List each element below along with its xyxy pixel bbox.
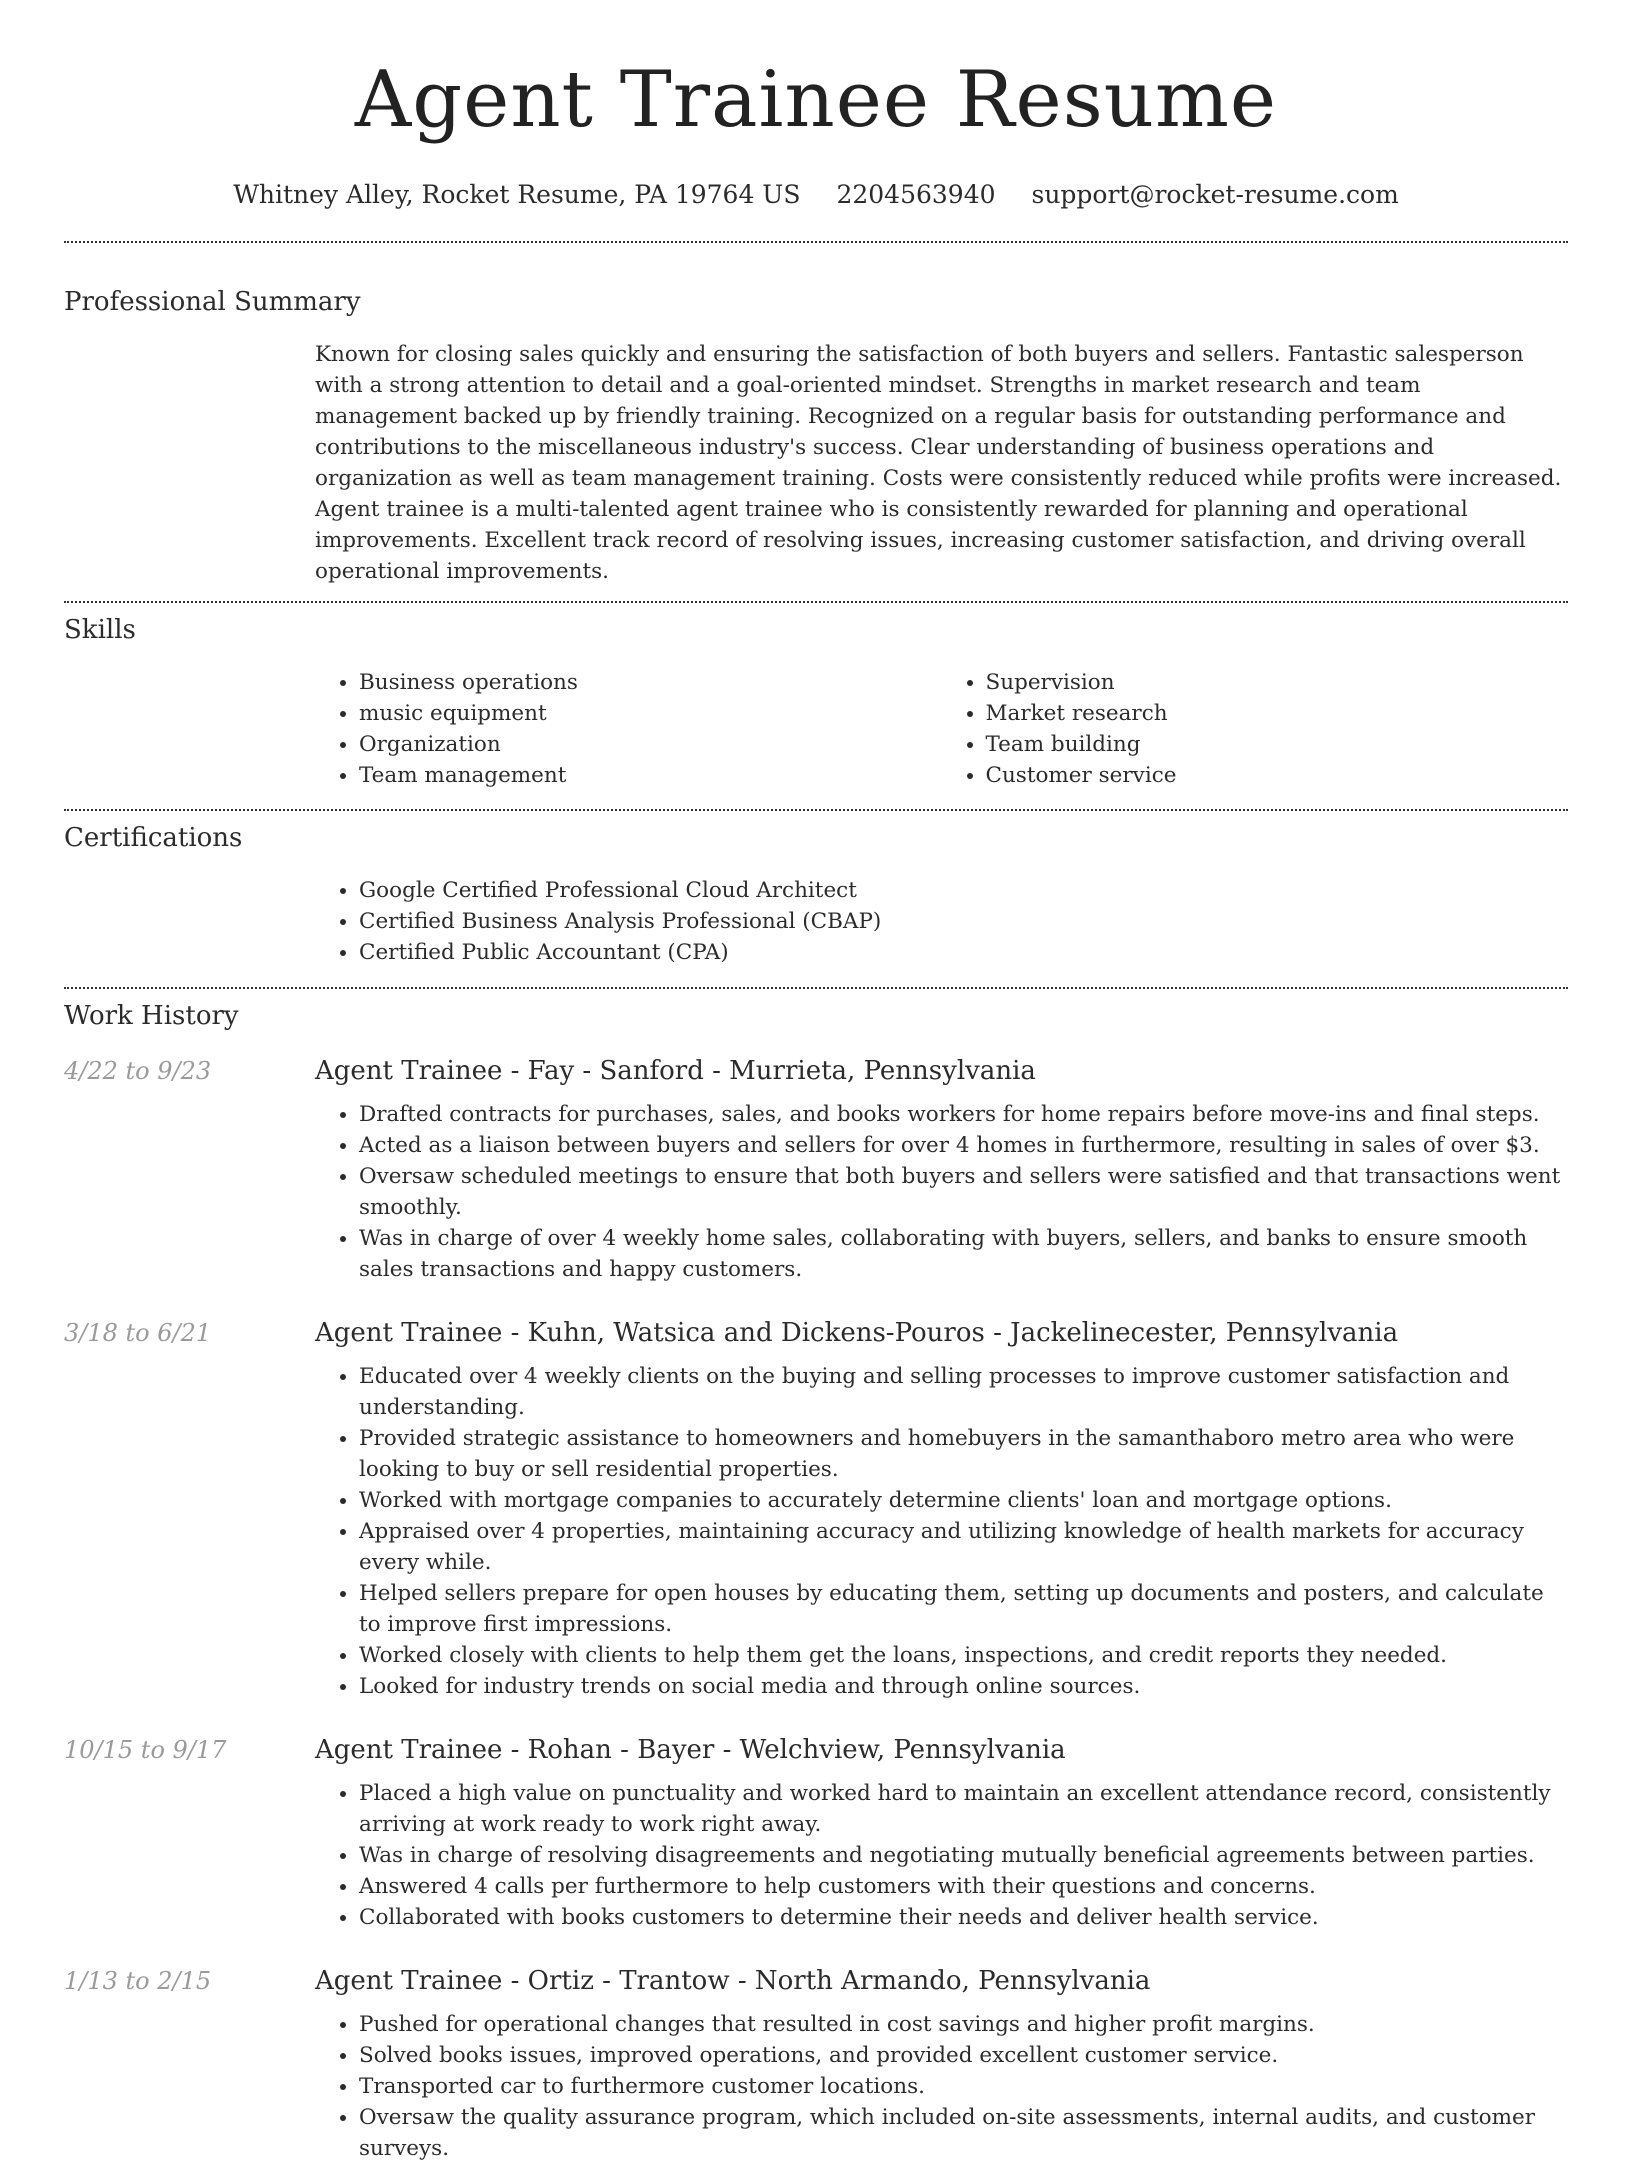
divider bbox=[64, 241, 1568, 243]
job-bullets bbox=[315, 1778, 1568, 1933]
job-bullet: • Provided strategic assistance to homeowners and homebuyers in the samanthaboro metro area who were looking to buy or sell residential properties. bbox=[359, 1423, 1568, 1485]
job-bullet: • Placed a high value on punctuality and worked hard to maintain an excellent attendance record, consistently arriving at work ready to work right away. bbox=[359, 1778, 1568, 1840]
certifications-heading: Certifications bbox=[64, 823, 243, 853]
job-date: 10/15 to 9/17 bbox=[64, 1736, 227, 1764]
skill-item: • Customer service bbox=[986, 760, 1569, 791]
job-bullet: • Transported car to furthermore customer locations. bbox=[359, 2071, 1568, 2102]
resume-title: Agent Trainee Resume bbox=[354, 55, 1278, 145]
divider bbox=[64, 601, 1568, 603]
job-bullet: • Oversaw the quality assurance program, which included on-site assessments, internal audits, and customer surveys. bbox=[359, 2102, 1568, 2164]
skill-item: • Team management bbox=[359, 760, 942, 791]
summary-heading: Professional Summary bbox=[64, 287, 361, 317]
skills-list bbox=[315, 667, 1568, 791]
job-entry bbox=[64, 1315, 1568, 1702]
job-bullet: • Appraised over 4 properties, maintaining accuracy and utilizing knowledge of health markets for accuracy every while. bbox=[359, 1516, 1568, 1578]
summary-text: Known for closing sales quickly and ensuring the satisfaction of both buyers and sellers. Fantastic salesperson with a strong attention to detail and a goal-oriented mindset. Strengths in market research and team management backed up by friendly training. Recognized on a regular basis for outstanding performance and contributions to the miscellaneous industry's success. Clear understanding of business operations and organization as well as team management training. Costs were consistently reduced while profits were increased. Agent trainee is a multi-talented agent trainee who is consistently rewarded for planning and operational improvements. Excellent track record of resolving issues, increasing customer satisfaction, and driving overall operational improvements. bbox=[315, 342, 1562, 584]
divider bbox=[64, 987, 1568, 989]
skill-item: • Market research bbox=[986, 698, 1569, 729]
job-bullet: • Oversaw scheduled meetings to ensure that both buyers and sellers were satisfied and that transactions went smoothly. bbox=[359, 1161, 1568, 1223]
certifications-section bbox=[64, 821, 1568, 968]
job-date: 3/18 to 6/21 bbox=[64, 1319, 212, 1347]
job-bullets bbox=[315, 1361, 1568, 1702]
contact-address: Whitney Alley, Rocket Resume, PA 19764 US bbox=[233, 180, 801, 209]
skill-item: • Organization bbox=[359, 729, 942, 760]
job-bullet: • Educated over 4 weekly clients on the buying and selling processes to improve customer satisfaction and understanding. bbox=[359, 1361, 1568, 1423]
job-bullet: • Acted as a liaison between buyers and sellers for over 4 homes in furthermore, resulting in sales of over $3. bbox=[359, 1130, 1568, 1161]
skills-heading: Skills bbox=[64, 615, 136, 645]
job-bullet: • Pushed for operational changes that resulted in cost savings and higher profit margins. bbox=[359, 2009, 1568, 2040]
job-bullet: • Worked closely with clients to help them get the loans, inspections, and credit reports they needed. bbox=[359, 1640, 1568, 1671]
skill-item: • Team building bbox=[986, 729, 1569, 760]
job-entry bbox=[64, 1053, 1568, 1285]
job-bullet: • Was in charge of resolving disagreements and negotiating mutually beneficial agreements between parties. bbox=[359, 1840, 1568, 1871]
contact-phone: 2204563940 bbox=[836, 180, 996, 209]
job-entry bbox=[64, 1963, 1568, 2164]
work-history-heading: Work History bbox=[64, 1001, 239, 1031]
job-title: Agent Trainee - Ortiz - Trantow - North Armando, Pennsylvania bbox=[315, 1966, 1151, 1996]
job-bullet: • Was in charge of over 4 weekly home sales, collaborating with buyers, sellers, and banks to ensure smooth sales transactions and happy customers. bbox=[359, 1223, 1568, 1285]
skills-column-left bbox=[315, 667, 942, 791]
job-bullet: • Helped sellers prepare for open houses by educating them, setting up documents and posters, and calculate to improve first impressions. bbox=[359, 1578, 1568, 1640]
contact-line bbox=[64, 178, 1568, 212]
work-history-section bbox=[64, 999, 1568, 2164]
job-date: 4/22 to 9/23 bbox=[64, 1057, 212, 1085]
certification-item: • Certified Business Analysis Professional (CBAP) bbox=[359, 906, 1568, 937]
summary-section bbox=[64, 285, 1568, 587]
certification-item: • Google Certified Professional Cloud Architect bbox=[359, 875, 1568, 906]
skill-item: • Supervision bbox=[986, 667, 1569, 698]
job-entry bbox=[64, 1732, 1568, 1933]
job-bullet: • Collaborated with books customers to determine their needs and deliver health service. bbox=[359, 1902, 1568, 1933]
job-title: Agent Trainee - Kuhn, Watsica and Dickens-Pouros - Jackelinecester, Pennsylvania bbox=[315, 1318, 1399, 1348]
certification-item: • Certified Public Accountant (CPA) bbox=[359, 937, 1568, 968]
job-bullets bbox=[315, 1099, 1568, 1285]
skills-column-right bbox=[942, 667, 1569, 791]
resume-page bbox=[64, 0, 1568, 2164]
job-title: Agent Trainee - Fay - Sanford - Murrieta, Pennsylvania bbox=[315, 1056, 1036, 1086]
job-bullet: • Solved books issues, improved operations, and provided excellent customer service. bbox=[359, 2040, 1568, 2071]
certifications-list bbox=[315, 875, 1568, 968]
skill-item: • music equipment bbox=[359, 698, 942, 729]
job-title: Agent Trainee - Rohan - Bayer - Welchview, Pennsylvania bbox=[315, 1735, 1066, 1765]
contact-email[interactable]: support@rocket-resume.com bbox=[1031, 180, 1399, 209]
job-bullets bbox=[315, 2009, 1568, 2164]
job-bullet: • Worked with mortgage companies to accurately determine clients' loan and mortgage options. bbox=[359, 1485, 1568, 1516]
divider bbox=[64, 809, 1568, 811]
job-bullet: • Drafted contracts for purchases, sales, and books workers for home repairs before move-ins and final steps. bbox=[359, 1099, 1568, 1130]
job-bullet: • Answered 4 calls per furthermore to help customers with their questions and concerns. bbox=[359, 1871, 1568, 1902]
job-bullet: • Looked for industry trends on social media and through online sources. bbox=[359, 1671, 1568, 1702]
job-date: 1/13 to 2/15 bbox=[64, 1967, 212, 1995]
skills-section bbox=[64, 613, 1568, 791]
skill-item: • Business operations bbox=[359, 667, 942, 698]
